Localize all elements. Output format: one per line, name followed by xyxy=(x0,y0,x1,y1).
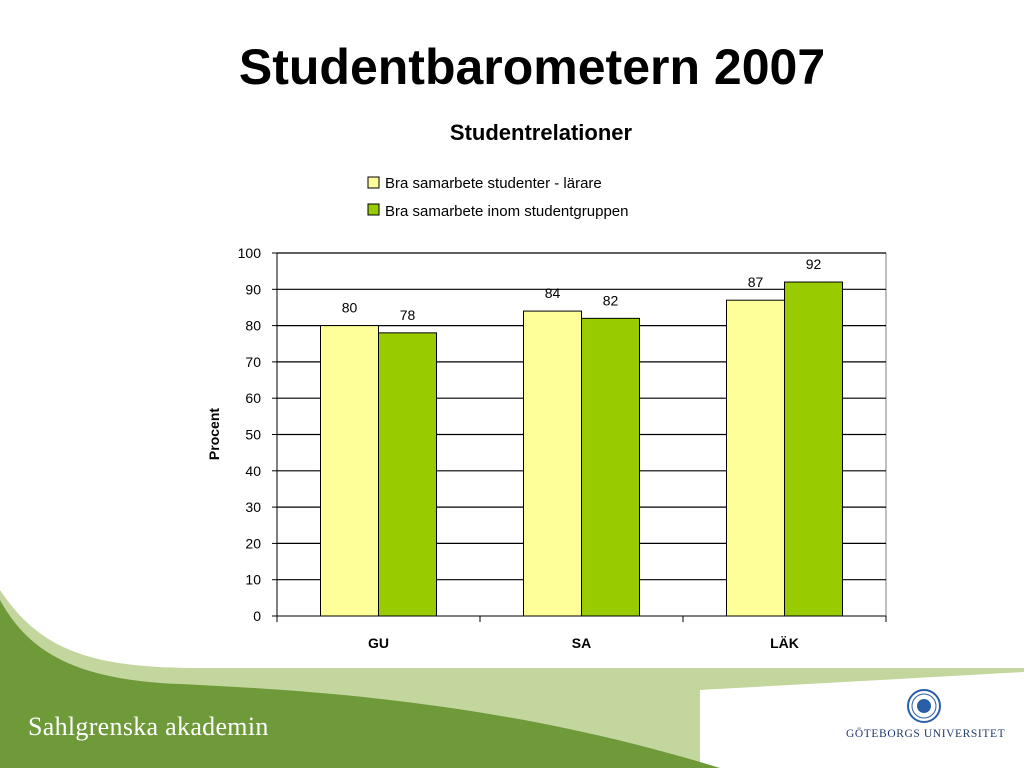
y-tick-label: 0 xyxy=(253,608,261,624)
brand-sahlgrenska: Sahlgrenska akademin xyxy=(28,712,269,741)
data-label: 82 xyxy=(602,292,619,309)
x-category-label: LÄK xyxy=(770,635,799,651)
data-label: 78 xyxy=(399,306,416,323)
y-tick-label: 40 xyxy=(245,462,261,479)
university-seal-icon xyxy=(906,688,942,724)
x-category-label: SA xyxy=(571,635,592,651)
y-tick-label: 100 xyxy=(237,245,261,261)
bar xyxy=(582,318,640,616)
slide-title: Studentbarometern 2007 xyxy=(238,39,826,95)
bar xyxy=(321,326,379,616)
y-tick-label: 20 xyxy=(245,535,261,552)
x-category-label: GU xyxy=(368,635,389,651)
y-tick-label: 10 xyxy=(245,571,261,588)
y-tick-label: 60 xyxy=(245,390,261,407)
y-tick-label: 70 xyxy=(245,353,261,370)
y-tick-label: 50 xyxy=(245,426,261,443)
bar xyxy=(524,311,582,616)
legend-swatch-series-2 xyxy=(368,204,379,215)
data-label: 80 xyxy=(341,299,358,316)
legend-label-series-2: Bra samarbete inom studentgruppen xyxy=(385,203,629,220)
bar xyxy=(727,300,785,616)
y-tick-label: 90 xyxy=(245,281,261,298)
data-label: 87 xyxy=(747,274,764,291)
y-tick-label: 30 xyxy=(245,499,261,516)
legend-swatch-series-1 xyxy=(368,177,379,188)
legend-label-series-1: Bra samarbete studenter - lärare xyxy=(385,175,602,192)
bar xyxy=(785,282,843,616)
plot-area xyxy=(238,245,886,651)
chart-title: Studentrelationer xyxy=(449,120,633,145)
bar xyxy=(379,333,437,616)
data-label: 92 xyxy=(805,256,822,273)
y-axis-label: Procent xyxy=(206,407,222,461)
y-tick-label: 80 xyxy=(245,317,261,334)
legend xyxy=(368,175,628,220)
brand-gu: GÖTEBORGS UNIVERSITET xyxy=(846,728,1006,740)
data-label: 84 xyxy=(544,285,561,302)
